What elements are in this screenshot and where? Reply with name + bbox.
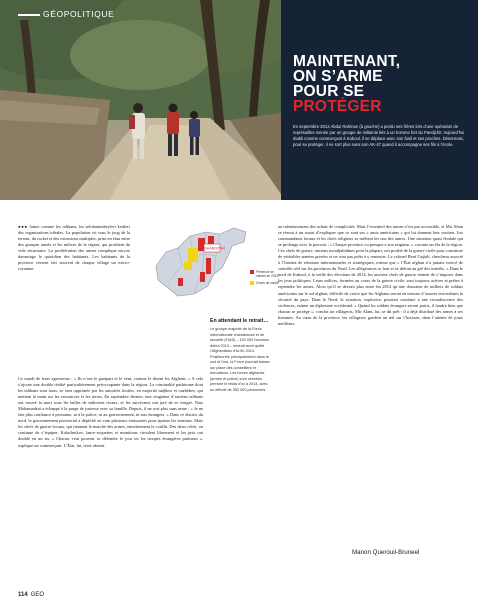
- article-paragraph: Ce mardi de leurs agresseurs : « Ils n’ont le guetpart et le vent, comme le disent les Afghans. » A cela s’ajoute une double réalité particulièrement préoccupante dans la région. La criminalité pashtoune dont les talibans sont issus, se sent opprimée par les autorités locales, en majorité tadjikes et ouzbèkes, qui mettent la main sur les ressources et les terres. En septembre dernier, une vingtaine d’anciens talibans ont trouvé la mort sous les balles de miliciens rivaux, et les survivants ont juré de se venger. Nasr Mohamadzai a échappé à la purge de justesse avec sa famille. Depuis, il ne sort plus sans arme : « Je ne fais plus confiance à personne, ni à la police, ni au gouvernement, ni aux étrangers. » Dans ce district du nord, le gouvernement provincial a dépêché en vain plusieurs émissaires pour apaiser les tensions. Mais les chefs de guerre locaux, qui tiennent le marché des armes, entretiennent le conflit. Des deux côtés, on continue de s’équiper. Kalachnikov, lance-roquettes et munitions circulent librement et les prix ont doublé en un an. « Chacun veut pouvoir se défendre le jour où les troupes étrangères partiront », explique un commerçant. L’État, lui, reste absent.: [18, 376, 203, 448]
- photo-caption: En septembre 2012 Abdul Rahman (à gauche) a perdu ses frères lors d’une opération de représailles menée par un groupe de militants liés à un homme fort du Pandjchir. Aujourd’hui établi comme commerçant à Kaboul, il se déplace avec son fusil et ses proches. Désormais, pour se protéger, il ne sort plus sans son AK-47 quand il accompagne ses fils à l’école.: [293, 124, 465, 147]
- section-text: GÉOPOLITIQUE: [43, 9, 115, 19]
- legend-label: Zones de conflit: [256, 281, 279, 285]
- militia-marker: [200, 272, 205, 282]
- headline-line-2: ON S’ARME: [293, 68, 383, 85]
- afghanistan-map: [148, 222, 252, 304]
- section-rule: [18, 14, 40, 16]
- headline-line-3: POUR SE: [293, 83, 365, 100]
- legend-label: Présence de milices en 2013: [256, 270, 279, 278]
- article-paragraph: ●●● lamer comme les talibans, les seluhatumbeyleri ketileri des organisations tribales. La population vit sous le joug de la terreur, du racket et des extorsions multiples, prise en étau entre des groupes armés et les milices de la région, qui profitent du vide sécuritaire. La prolifération des armes complique encore davantage le quotidien des habitants. Les habitants de la province versent fait souvent de chaque village un micro-royaume.: [18, 224, 130, 272]
- headline-line-1: MAINTENANT,: [293, 53, 401, 70]
- page-folio: [18, 592, 44, 598]
- article-column-1-bottom: [18, 376, 203, 450]
- militia-marker: [206, 258, 211, 274]
- section-label: [18, 9, 114, 19]
- headline-line-4: PROTÉGER: [293, 98, 382, 115]
- map-country-label: AFGHANISTAN: [199, 246, 225, 251]
- page-number: 114: [18, 592, 28, 598]
- article-column-2: [278, 224, 463, 328]
- headline: [293, 54, 468, 114]
- author-byline: Manon Querouil-Bruneel: [352, 549, 420, 556]
- sidebar-box: [210, 318, 270, 393]
- conflict-zone: [184, 262, 192, 270]
- magazine-name: GEO: [30, 592, 45, 598]
- article-column-1-top: [18, 224, 130, 273]
- conflict-zone: [188, 248, 198, 262]
- sidebar-title: En attendant le retrait…: [210, 318, 269, 324]
- article-paragraph: au ralentissement des achats de complicités. Mais l’essentiel des armes n’est pas accessible, et Mir Alam se résout à un statut d’expliquer que ce sont ses « amis américains » qui lui donnent leur soutien. Les commandants locaux et les chefs religieux se méfient les uns des autres. Une situation quasi féodale qui se prolonge avec le pouvoir : « Chaque province ou presque a son seigneur », raconte un élu de la région. Ces chefs de guerre, anciens moudjahidines pour la plupart, ont profité de la guerre civile pour constituer de véritables armées privées et ne sont pas prêts à y renoncer. Le colonel Reuf Gajiali, chercheur associé à l’Institut de relations internationales et stratégiques, estime que « l’État afghan n’a jamais exercé de contrôle réel sur les provinces du Nord. Les allégeances se font et se défont au gré des intérêts. » Dans le nord de Kaboul, à la veille des élections de 2014, les anciens chefs de guerre tentent de s’imposer dans les jeux politiques. Leurs milices, formées au cours de la guerre civile, sont toujours actives et prêtes à reprendre les armes. Alors qu’il se devrait plus entre fin 2014 qu’une douzaine de milliers de soldats américains sur le sol afghan, difficile de croire que les Afghans seront en mesure d’assurer eux-mêmes la sécurité du pays. Dans le Nord, la situation, explosive, pourrait conduire à une recrudescence des violences, estime un diplomate occidental. « Quand les soldats étrangers seront partis, il faudra bien que chacun se protège », conclut un villageois. Mir Alam, lui, se dit prêt : il a déjà distribué des armes à ses hommes. Au cœur de la province, les villageois gardent un œil sur l’horizon, dans l’attente de jours meilleurs.: [278, 224, 463, 326]
- militia-marker: [178, 278, 183, 286]
- legend-swatch-yellow: [250, 281, 254, 285]
- map-figure: [148, 222, 278, 304]
- legend-swatch-red: [250, 270, 254, 274]
- headline-panel: [281, 0, 478, 200]
- sidebar-text: Le groupe majorité de la Force internationale d’assistance et de sécurité (FIAS) – 100 000 hommes début 2013 – devrait avoir quitté l’Afghanistan d’ici fin 2014. Positionnée principalement dans le sud et l’est, la Force pourrait laisser sur place des conseillers et formateurs. Les forces afghanes (armée et police) sont censées prendre le relais d’ici à 2014, avec un effectif de 352 000 personnes.: [210, 327, 270, 392]
